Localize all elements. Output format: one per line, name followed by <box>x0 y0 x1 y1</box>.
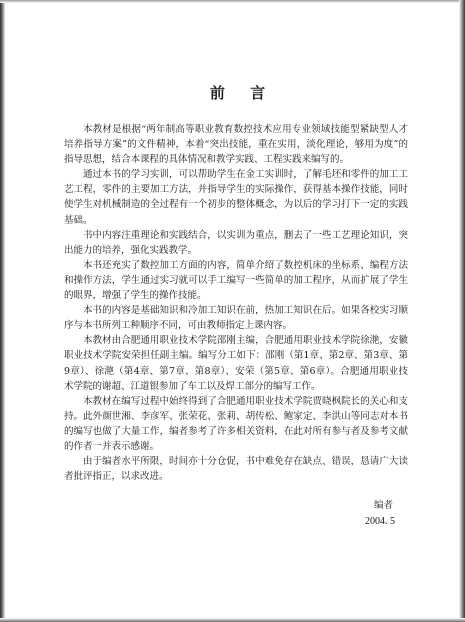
page-title: 前 言 <box>209 84 276 102</box>
scan-edge-top <box>0 0 465 3</box>
paragraph: 本教材是根据“两年制高等职业教育数控技术应用专业领域技能型紧缺型人才培养指导方案”的文件精神，本着“突出技能，重在实用，淡化理论，够用为度”的指导思想，结合本课程的具体情况和教学实践、工程实践来编写的。 <box>64 124 408 166</box>
paragraph: 书中内容注重理论和实践结合，以实训为重点，删去了一些工艺理论知识，突出能力的培养，强化实践教学。 <box>64 229 408 256</box>
scan-edge-bottom <box>0 618 465 622</box>
signature-block <box>315 498 395 530</box>
signature-date: 2004. 5 <box>365 516 395 527</box>
preface-body <box>64 122 408 484</box>
paragraph: 本书的内容是基础知识和冷加工知识在前，热加工知识在后。如果各校实习顺序与本书所列工种顺序不同，可由教师指定上课内容。 <box>64 305 408 332</box>
paragraph: 通过本书的学习实训，可以帮助学生在金工实训时，了解毛坯和零件的加工工艺工程，零件的主要加工方法，并指导学生的实际操作，获得基本操作技能，同时使学生对机械制造的全过程有一个初步的整体概念，为以后的学习打下一定的实践基础。 <box>64 169 408 226</box>
paragraph: 由于编者水平所限，时间亦十分仓促，书中难免存在缺点、错误，恳请广大读者批评指正，以求改进。 <box>64 456 408 483</box>
author-signature: 编者 <box>373 500 393 511</box>
paragraph: 本书还充实了数控加工方面的内容，简单介绍了数控机床的坐标系、编程方法和操作方法，学生通过实习就可以手工编写一些简单的加工程序，从而扩展了学生的眼界，增强了学生的操作技能。 <box>64 259 408 302</box>
paragraph: 本教材在编写过程中始终得到了合肥通用职业技术学院贾晓枫院长的关心和支持。此外颜世湘、李彦军、张荣花、张莉、胡传松、鲍家定、李洪山等同志对本书的编写也做了大量工作，编者参考了许多相关资料，在此对所有参与者及参考文献的作者一并表示感谢。 <box>64 395 408 452</box>
paragraph: 本教材由合肥通用职业技术学院邵刚主编，合肥通用职业技术学院徐滟，安徽职业技术学院安荣担任副主编。编写分工如下：邵刚（第1章、第2章、第3章、第9章）、徐滟（第4章、第7章、第8章）、安荣（第5章、第6章）。合肥通用职业技术学院的谢超、江道银参加了车工以及焊工部分的编写工作。 <box>64 335 408 392</box>
